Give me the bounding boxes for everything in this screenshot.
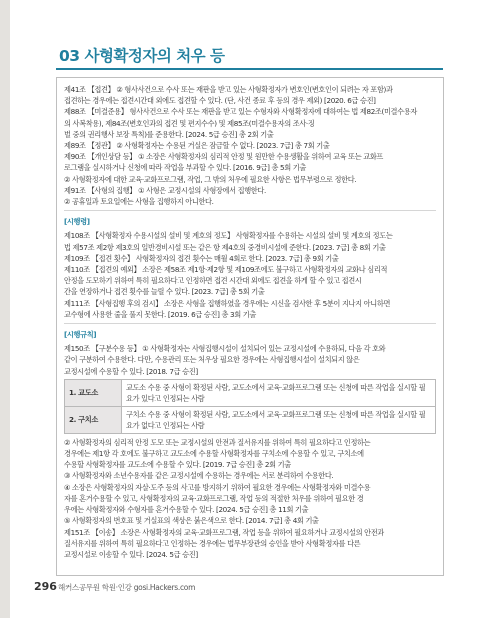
footer-text: 해커스공무원 학원·인강 gosi.Hackers.com [58,583,196,592]
text-line: 자를 혼거수용할 수 있고, 사형확정자의 교육·교화프로그램, 작업 등의 적절한 처우를 위하여 필요한 경 [64,493,364,503]
table-cell: 교도소 수용 중 사형이 확정된 사람, 교도소에서 교육·교화프로그램 또는 신청에 따른 작업을 실시할 필요가 있다고 인정되는 사람 [122,379,436,406]
text-line: 제108조 【사형확정자 수용시설의 설비 및 계호의 정도】 사형확정자를 수용하는 시설의 설비 및 계호의 정도는 [64,231,393,241]
text-line: 교정시설에 수용할 수 있다. [2018. 7급 승진] [64,366,198,376]
text-line: 제89조 【정관】 ② 사형확정자는 수용된 거실은 잠금할 수 없다. [2023. 7급] 총 7회 기출 [64,141,330,151]
section-label-rules: [시행규칙] [64,330,97,340]
text-line: 간을 연장하거나 접견 횟수를 늘릴 수 있다. [2023. 7급] 총 5회 기출 [64,287,265,297]
rule-articles [64,343,436,377]
table-row [65,406,436,433]
text-line: 의 사복착용), 제84조(변호인과의 접견 및 편지수수) 및 제85조(미결수용자의 조사·징 [64,118,315,128]
text-line: 질서유지를 위하여 특히 필요하다고 인정하는 경우에는 법무부장관의 승인을 받아 사형확정자를 다른 [64,538,361,548]
text-line: 법 제57조 제2항 제3호의 일반경비시설 또는 같은 항 제4호의 중경비시설에 준한다. [2023. 7급] 총 8회 기출 [64,242,386,252]
law-articles [64,84,436,207]
side-margin-bar [0,0,10,618]
classification-table [64,379,436,434]
text-line: 수용할 사형확정자를 교도소에 수용할 수 있다. [2019. 7급 승진] 총 2회 기출 [64,460,291,470]
divider [64,210,436,211]
decree-articles [64,230,436,320]
table-key: 1. 교도소 [65,379,122,406]
text-line: ② 사형확정자의 심리적 안정 도모 또는 교정시설의 안전과 질서유지를 위하여 특히 필요하다고 인정하는 [64,437,371,447]
text-line: 제41조 【접견】 ② 형사사건으로 수사 또는 재판을 받고 있는 사형확정자가 변호인(변호인이 되려는 자 포함)과 [64,85,393,94]
rule-articles-continued [64,437,436,560]
divider [64,323,436,324]
text-line: 제111조 【사형집행 후의 검시】 소장은 사형을 집행하였을 경우에는 시신을 검사한 후 5분이 지나지 아니하면 [64,298,391,308]
text-line: ④ 소장은 사형확정자의 자살·도주 등의 사고를 방지하기 위하여 필요한 경우에는 사형확정자와 미결수용 [64,482,371,492]
text-line: 제91조 【사형의 집행】 ① 사형은 교정시설의 사형장에서 집행한다. [64,185,266,195]
section-label-decree: [시행령] [64,217,90,227]
text-line: 안정을 도모하기 위하여 특히 필요하다고 인정하면 접견 시간대 외에도 접견을 하게 할 수 있고 접견시 [64,276,362,286]
content-body [64,84,436,560]
text-line: 제110조 【접견의 예외】 소장은 제58조 제1항·제2항 및 제109조에도 불구하고 사형확정자의 교화나 심리적 [64,265,388,275]
title-underline [56,68,443,70]
text-line: 교수형에 사용한 줄을 풀지 못한다. [2019. 6급 승진] 총 3회 기출 [64,309,256,319]
text-line: 벌 중의 권리행사 보장 특칙)를 준용한다. [2024. 5급 승진] 총 2회 기출 [64,129,274,139]
table-row [65,379,436,406]
text-line: 제151조 【이송】 소장은 사형확정자의 교육·교화프로그램, 작업 등을 위하여 필요하거나 교정시설의 안전과 [64,527,384,537]
text-line: 제88조 【미결준용】 형사사건으로 수사 또는 재판을 받고 있는 수형자와 사형확정자에 대하여는 법 제82조(미결수용자 [64,107,417,117]
text-line: 접견하는 경우에는 접견시간대 외에도 접견할 수 있다. (단, 사건 종료 후 등의 경우 제외) [2020. 6급 승진] [64,96,376,106]
table-cell: 구치소 수용 중 사형이 확정된 사람, 교도소에서 교육·교화프로그램 또는 신청에 따른 작업을 실시할 필요가 없다고 인정되는 사람 [122,406,436,433]
text-line: 같이 구분하여 수용한다. 다만, 수용관리 또는 처우상 필요한 경우에는 사형집행시설이 설치되지 않은 [64,355,360,365]
text-line: 제90조 【개인상담 등】 ① 소장은 사형확정자의 심리적 안정 및 원만한 수용생활을 위하여 교육 또는 교화프 [64,152,384,162]
text-line: 교정시설로 이송할 수 있다. [2024. 5급 승진] [64,549,198,559]
text-line: 우에는 사형확정자와 수형자를 혼거수용할 수 있다. [2024. 5급 승진] 총 11회 기출 [64,505,309,515]
text-line: ② 공휴일과 토요일에는 사형을 집행하지 아니한다. [64,197,214,207]
text-line: 제109조 【접견 횟수】 사형확정자의 접견 횟수는 매월 4회로 한다. [2023. 7급] 총 9회 기출 [64,253,339,263]
text-line: 로그램을 실시하거나 신청에 따라 작업을 부과할 수 있다. [2016. 9급] 총 5회 기출 [64,163,306,173]
section-title: 03 사형확정자의 처우 등 [59,47,225,65]
text-line: 제150조 【구분수용 등】 ① 사형확정자는 사형집행시설이 설치되어 있는 교정시설에 수용하되, 다음 각 호와 [64,344,386,354]
text-line: ② 사형확정자에 대한 교육·교화프로그램, 작업, 그 밖의 처우에 필요한 사항은 법무부령으로 정한다. [64,174,357,184]
page-number: 296 [34,580,57,593]
text-line: ③ 사형확정자와 소년수용자를 같은 교정시설에 수용하는 경우에는 서로 분리하여 수용한다. [64,471,334,481]
text-line: ⑤ 사형확정자의 번호표 및 거실표의 색상은 붉은색으로 한다. [2014. 7급] 총 4회 기출 [64,516,319,526]
table-key: 2. 구치소 [65,406,122,433]
text-line: 경우에는 제1항 각 호에도 불구하고 교도소에 수용할 사형확정자를 구치소에 수용할 수 있고, 구치소에 [64,449,364,459]
